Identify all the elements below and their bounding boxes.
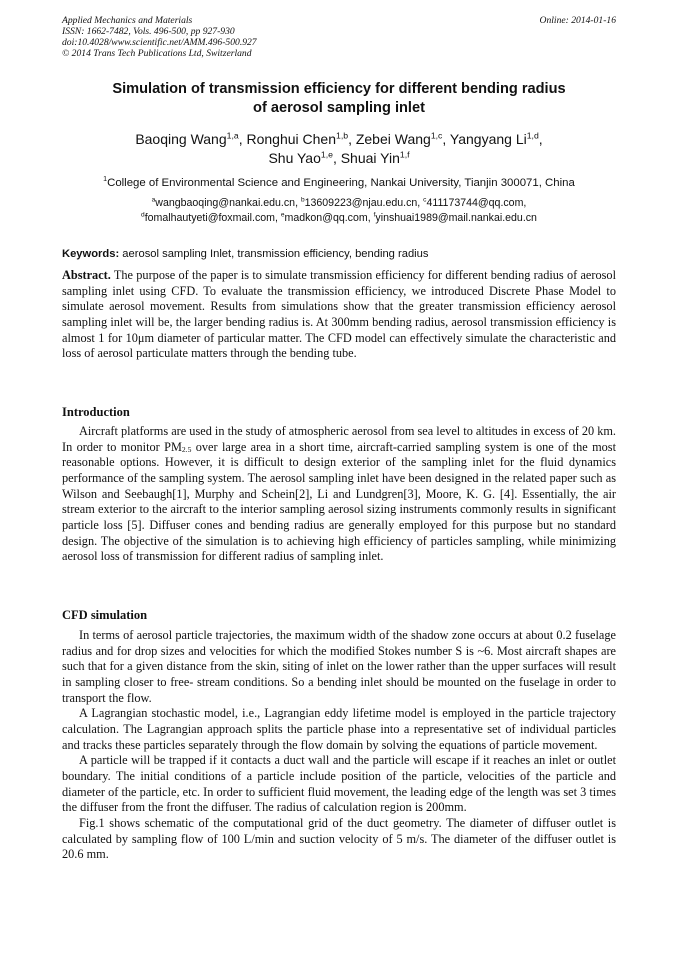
journal-name: Applied Mechanics and Materials — [62, 15, 193, 26]
email-sup: a — [151, 196, 156, 204]
author-line-2: Shu Yao$^{1,e}$, Shuai Yin$^{1,f}$ — [268, 149, 410, 166]
paper-title — [62, 80, 616, 118]
email-address: madkon@qq.com — [284, 211, 368, 224]
title-line-2: of aerosol sampling inlet — [253, 100, 425, 116]
author-sup: 1,c — [430, 130, 443, 141]
journal-header — [62, 15, 616, 59]
affiliation-text: College of Environmental Science and Engineering, Nankai University, Tianjin 300071, China — [107, 177, 575, 189]
cfd-section-body — [62, 628, 616, 863]
cfd-paragraph-3: A particle will be trapped if it contacts a duct wall and the particle will escape if it reaches an inlet or outlet boundary. The initial conditions of a particle include position of the particle, velocities of the particle and diameter of the particle, etc. In order to sufficient fluid movement, the leading edge of the length was set 3 times the diffuser from the front the diffuser. The radius of calculation region is 200mm. — [62, 753, 616, 815]
author-sup: 1,a — [226, 130, 239, 141]
author-name: Yangyang Li — [449, 131, 527, 147]
title-line-1: Simulation of transmission efficiency for different bending radius — [112, 81, 566, 97]
introduction-paragraph — [62, 424, 616, 565]
email-address: 411173744@qq.com — [426, 197, 524, 209]
copyright-line: © 2014 Trans Tech Publications Ltd, Switzerland — [62, 48, 252, 59]
author-sup: 1,e — [320, 149, 333, 160]
affiliation-sup: 1 — [103, 176, 108, 184]
abstract-text: The purpose of the paper is to simulate transmission efficiency for different bending radius of aerosol sampling inlet using CFD. To evaluate the transmission efficiency, we introduced Discrete Phase Model to simulate aerosol movement. Results from simulations show that the greater transmission efficiency aerosol sampling inlet will be, the larger bending radius is. At 300mm bending radius, aerosol transmission efficiency is almost 1 for 10μm diameter of particular matter. The CFD model can effectively simulate the characteristic and loss of aerosol particulate matters through the bending tube. — [62, 268, 616, 361]
email-sup: d — [141, 210, 145, 218]
email-sup: b — [300, 196, 305, 204]
abstract — [62, 268, 616, 362]
author-sup: 1,f — [399, 149, 410, 160]
email-address: wangbaoqing@nankai.edu.cn — [155, 197, 296, 209]
intro-text-b: over large area in a short time, aircraft-carried sampling system is one of the most reasonable options. However, it is difficult to design exterior of the sampling inlet for the fluid dynamics performance of the sampling system. The aerosol sampling inlet have been designed in the related paper such as Wilson and Seebaugh[1], Murphy and Schein[2], Li and Lundgren[3], Moore, K. G. [4]. Essentially, the air stream exterior to the aircraft to the interior sampling aerosol sizing instruments commonly results in significant particle loss [5]. Diffuser cones and bending radius are generally employed for this purpose but no standard design. The objective of the simulation is to achieving high efficiency of particles sampling, while minimizing aerosol loss of transmission for different radius of sampling inlet. — [62, 439, 616, 564]
email-list — [62, 196, 616, 225]
author-name: Ronghui Chen — [246, 131, 336, 147]
doi-line: doi:10.4028/www.scientific.net/AMM.496-500.927 — [62, 37, 257, 48]
keywords-text: aerosol sampling Inlet, transmission efficiency, bending radius — [119, 248, 429, 260]
author-sup: 1,d — [526, 130, 539, 141]
issn-line: ISSN: 1662-7482, Vols. 496-500, pp 927-930 — [62, 26, 235, 37]
email-address: yinshuai1989@mail.nankai.edu.cn — [375, 211, 537, 224]
introduction-heading: Introduction — [62, 405, 130, 419]
affiliation — [62, 176, 616, 190]
cfd-paragraph-4: Fig.1 shows schematic of the computational grid of the duct geometry. The diameter of diffuser outlet is calculated by sampling flow of 100 L/min and suction velocity of 5 m/s. The diameter of the diffuser outlet is 20.6 mm. — [62, 815, 616, 862]
email-sup: f — [373, 210, 376, 218]
cfd-heading: CFD simulation — [62, 608, 148, 622]
email-sup: c — [423, 196, 427, 204]
online-date: Online: 2014-01-16 — [539, 15, 616, 26]
email-sup: e — [280, 210, 285, 218]
author-line-1: Baoqing Wang$^{1,a}$, Ronghui Chen$^{1,b}$, Zebei Wang$^{1,c}$, Yangyang Li$^{1,d}$, — [135, 130, 543, 147]
cfd-paragraph-2: A Lagrangian stochastic model, i.e., Lagrangian eddy lifetime model is employed in the particle trajectory calculation. The Lagrangian approach splits the particle phase into a representative set of individual particles and tracks these particles separately through the flow domain by solving the equations of particle movement. — [62, 706, 616, 752]
abstract-label: Abstract. — [62, 268, 111, 282]
intro-text-a: Aircraft platforms are used in the study of atmospheric aerosol from sea level to altitudes in excess of 20 km. In order to monitor PM — [62, 424, 616, 454]
author-name: Baoqing Wang — [135, 131, 227, 147]
keywords — [62, 247, 616, 261]
author-name: Zebei Wang — [355, 131, 431, 147]
author-name: Shuai Yin — [340, 150, 400, 166]
pm-subscript: 2.5 — [181, 444, 192, 454]
cfd-paragraph-1: In terms of aerosol particle trajectories, the maximum width of the shadow zone occurs at about 0.2 fuselage radius and for drop sizes and velocities for which the modified Stokes number S is ~6. Most aircraft shapes are such that for a given distance from the skin, siting of inlet on the lower rather than the upper surfaces will result in sampling closer to free- stream conditions. So a bending inlet should be mounted on the fuselage in order to transport the flow. — [62, 628, 616, 705]
keywords-label: Keywords: — [62, 248, 120, 260]
email-line-2: $^d$fomalhautyeti@foxmail.com, $^e$madkon@qq.com, $^f$yinshuai1989@mail.nankai.edu.cn — [141, 210, 537, 224]
author-name: Shu Yao — [268, 150, 321, 166]
author-list — [62, 130, 616, 168]
email-address: 13609223@njau.edu.cn — [304, 197, 418, 209]
author-sup: 1,b — [336, 130, 349, 141]
email-address: fomalhautyeti@foxmail.com — [144, 211, 275, 224]
email-line-1: $^a$wangbaoqing@nankai.edu.cn, $^b$13609223@njau.edu.cn, $^c$411173744@qq.com, — [151, 196, 527, 209]
